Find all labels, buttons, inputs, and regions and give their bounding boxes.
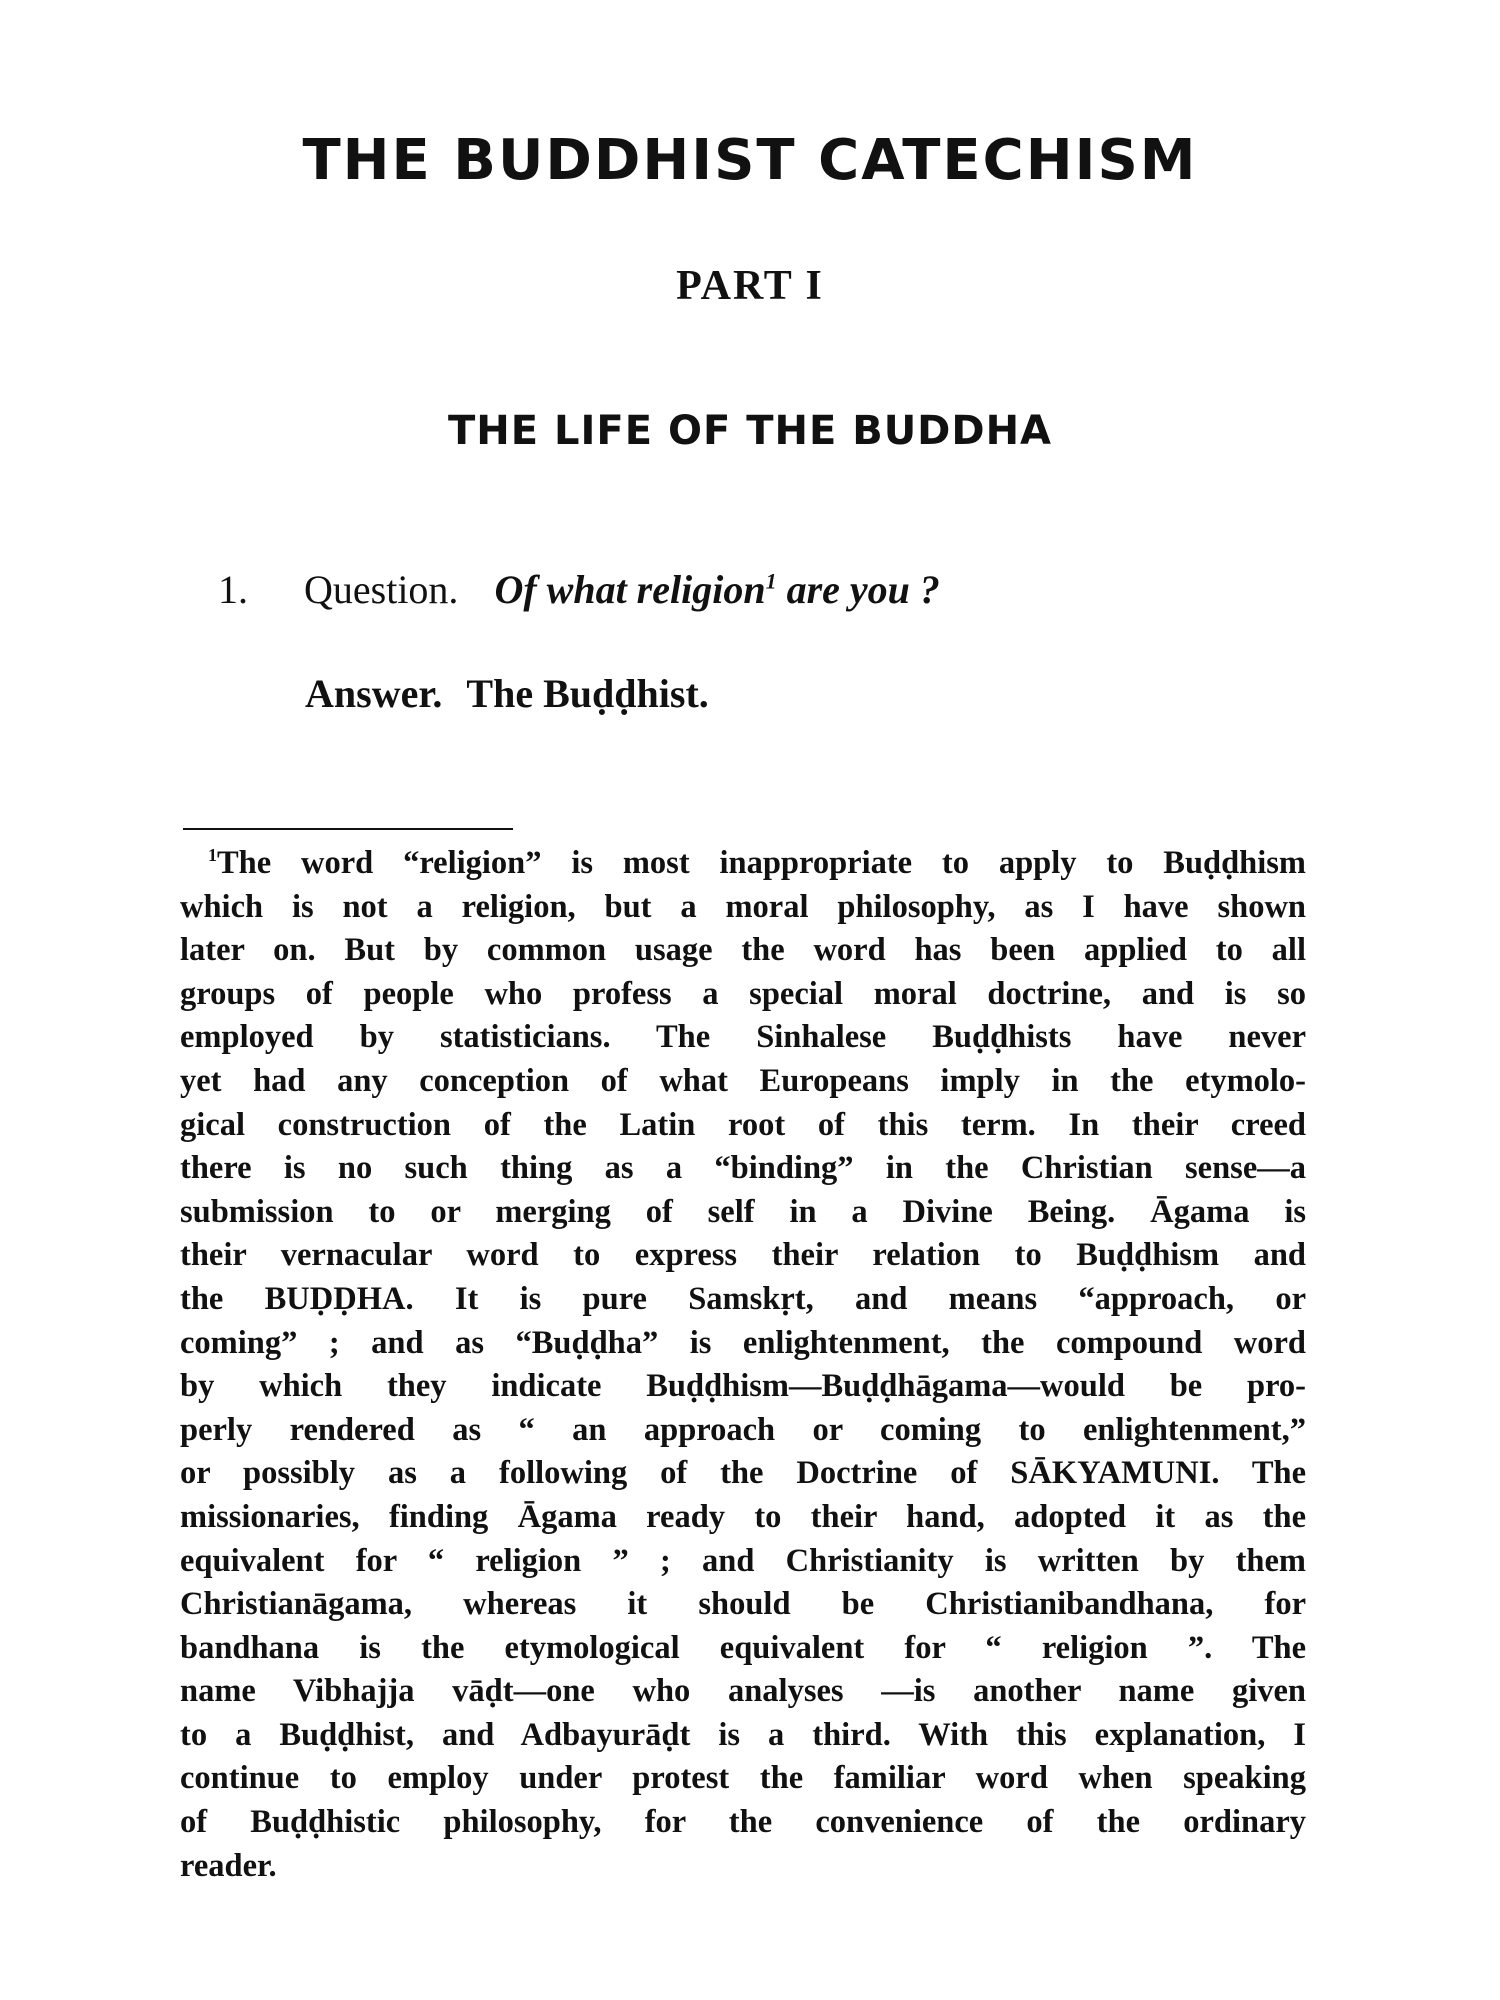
- footnote-line: to a Buḍḍhist, and Adbayurāḍt is a third. With this explanation, I: [180, 1716, 1306, 1753]
- footnote-line: by which they indicate Buḍḍhism—Buḍḍhāgama—would be pro-: [180, 1368, 1306, 1405]
- question-text-end: are you ?: [776, 567, 940, 612]
- question-number: 1.: [218, 567, 248, 612]
- answer-text: The Buḍḍhist.: [466, 671, 709, 716]
- main-title: THE BUDDHIST CATECHISM: [302, 128, 1198, 193]
- footnote-line: missionaries, finding Āgama ready to their hand, adopted it as the: [180, 1498, 1306, 1535]
- footnote-line: continue to employ under protest the familiar word when speaking: [180, 1760, 1306, 1797]
- footnote-line: gical construction of the Latin root of this term. In their creed: [180, 1106, 1306, 1143]
- footnote-line: groups of people who profess a special moral doctrine, and is so: [180, 975, 1306, 1012]
- footnote-line: their vernacular word to express their relation to Buḍḍhism and: [180, 1237, 1306, 1274]
- question-label: Question.: [304, 567, 459, 612]
- footnote-line: submission to or merging of self in a Divine Being. Āgama is: [180, 1193, 1306, 1230]
- footnote: [180, 842, 1306, 1888]
- footnote-line: there is no such thing as a “binding” in the Christian sense—a: [180, 1150, 1306, 1187]
- footnote-line: later on. But by common usage the word has been applied to all: [180, 932, 1306, 969]
- footnote-line: which is not a religion, but a moral philosophy, as I have shown: [180, 888, 1306, 925]
- answer-line: [305, 670, 709, 717]
- footnote-line: Christianāgama, whereas it should be Christianibandhana, for: [180, 1586, 1306, 1623]
- section-title: THE LIFE OF THE BUDDHA: [447, 408, 1053, 454]
- footnote-line: yet had any conception of what Europeans imply in the etymolo-: [180, 1062, 1306, 1099]
- question-text: [494, 567, 939, 612]
- footnote-mark: 1: [208, 845, 217, 866]
- answer-label: Answer.: [305, 671, 443, 716]
- footnote-line: [180, 842, 1306, 886]
- footnote-line: of Buḍḍhistic philosophy, for the convenience of the ordinary: [180, 1804, 1306, 1841]
- footnote-line: name Vibhajja vāḍt—one who analyses —is another name given: [180, 1673, 1306, 1710]
- footnote-line-text: The word “religion” is most inappropriate to apply to Buḍḍhism: [217, 845, 1306, 881]
- question-footnote-mark: 1: [765, 568, 777, 594]
- footnote-line: the BUḌḌHA. It is pure Samskṛt, and means “approach, or: [180, 1280, 1306, 1317]
- footnote-line: perly rendered as “ an approach or coming to enlightenment,”: [180, 1411, 1306, 1448]
- footnote-line: equivalent for “ religion ” ; and Christianity is written by them: [180, 1542, 1306, 1579]
- footnote-line: reader.: [180, 1847, 277, 1884]
- footnote-line: bandhana is the etymological equivalent for “ religion ”. The: [180, 1629, 1306, 1666]
- footnote-rule: [183, 828, 513, 830]
- part-title: PART I: [676, 263, 824, 309]
- footnote-line: or possibly as a following of the Doctrine of SĀKYAMUNI. The: [180, 1455, 1306, 1492]
- footnote-line: employed by statisticians. The Sinhalese Buḍḍhists have never: [180, 1019, 1306, 1056]
- question-text-start: Of what religion: [494, 567, 766, 612]
- footnote-line: coming” ; and as “Buḍḍha” is enlightenment, the compound word: [180, 1324, 1306, 1361]
- question-line: [218, 566, 940, 613]
